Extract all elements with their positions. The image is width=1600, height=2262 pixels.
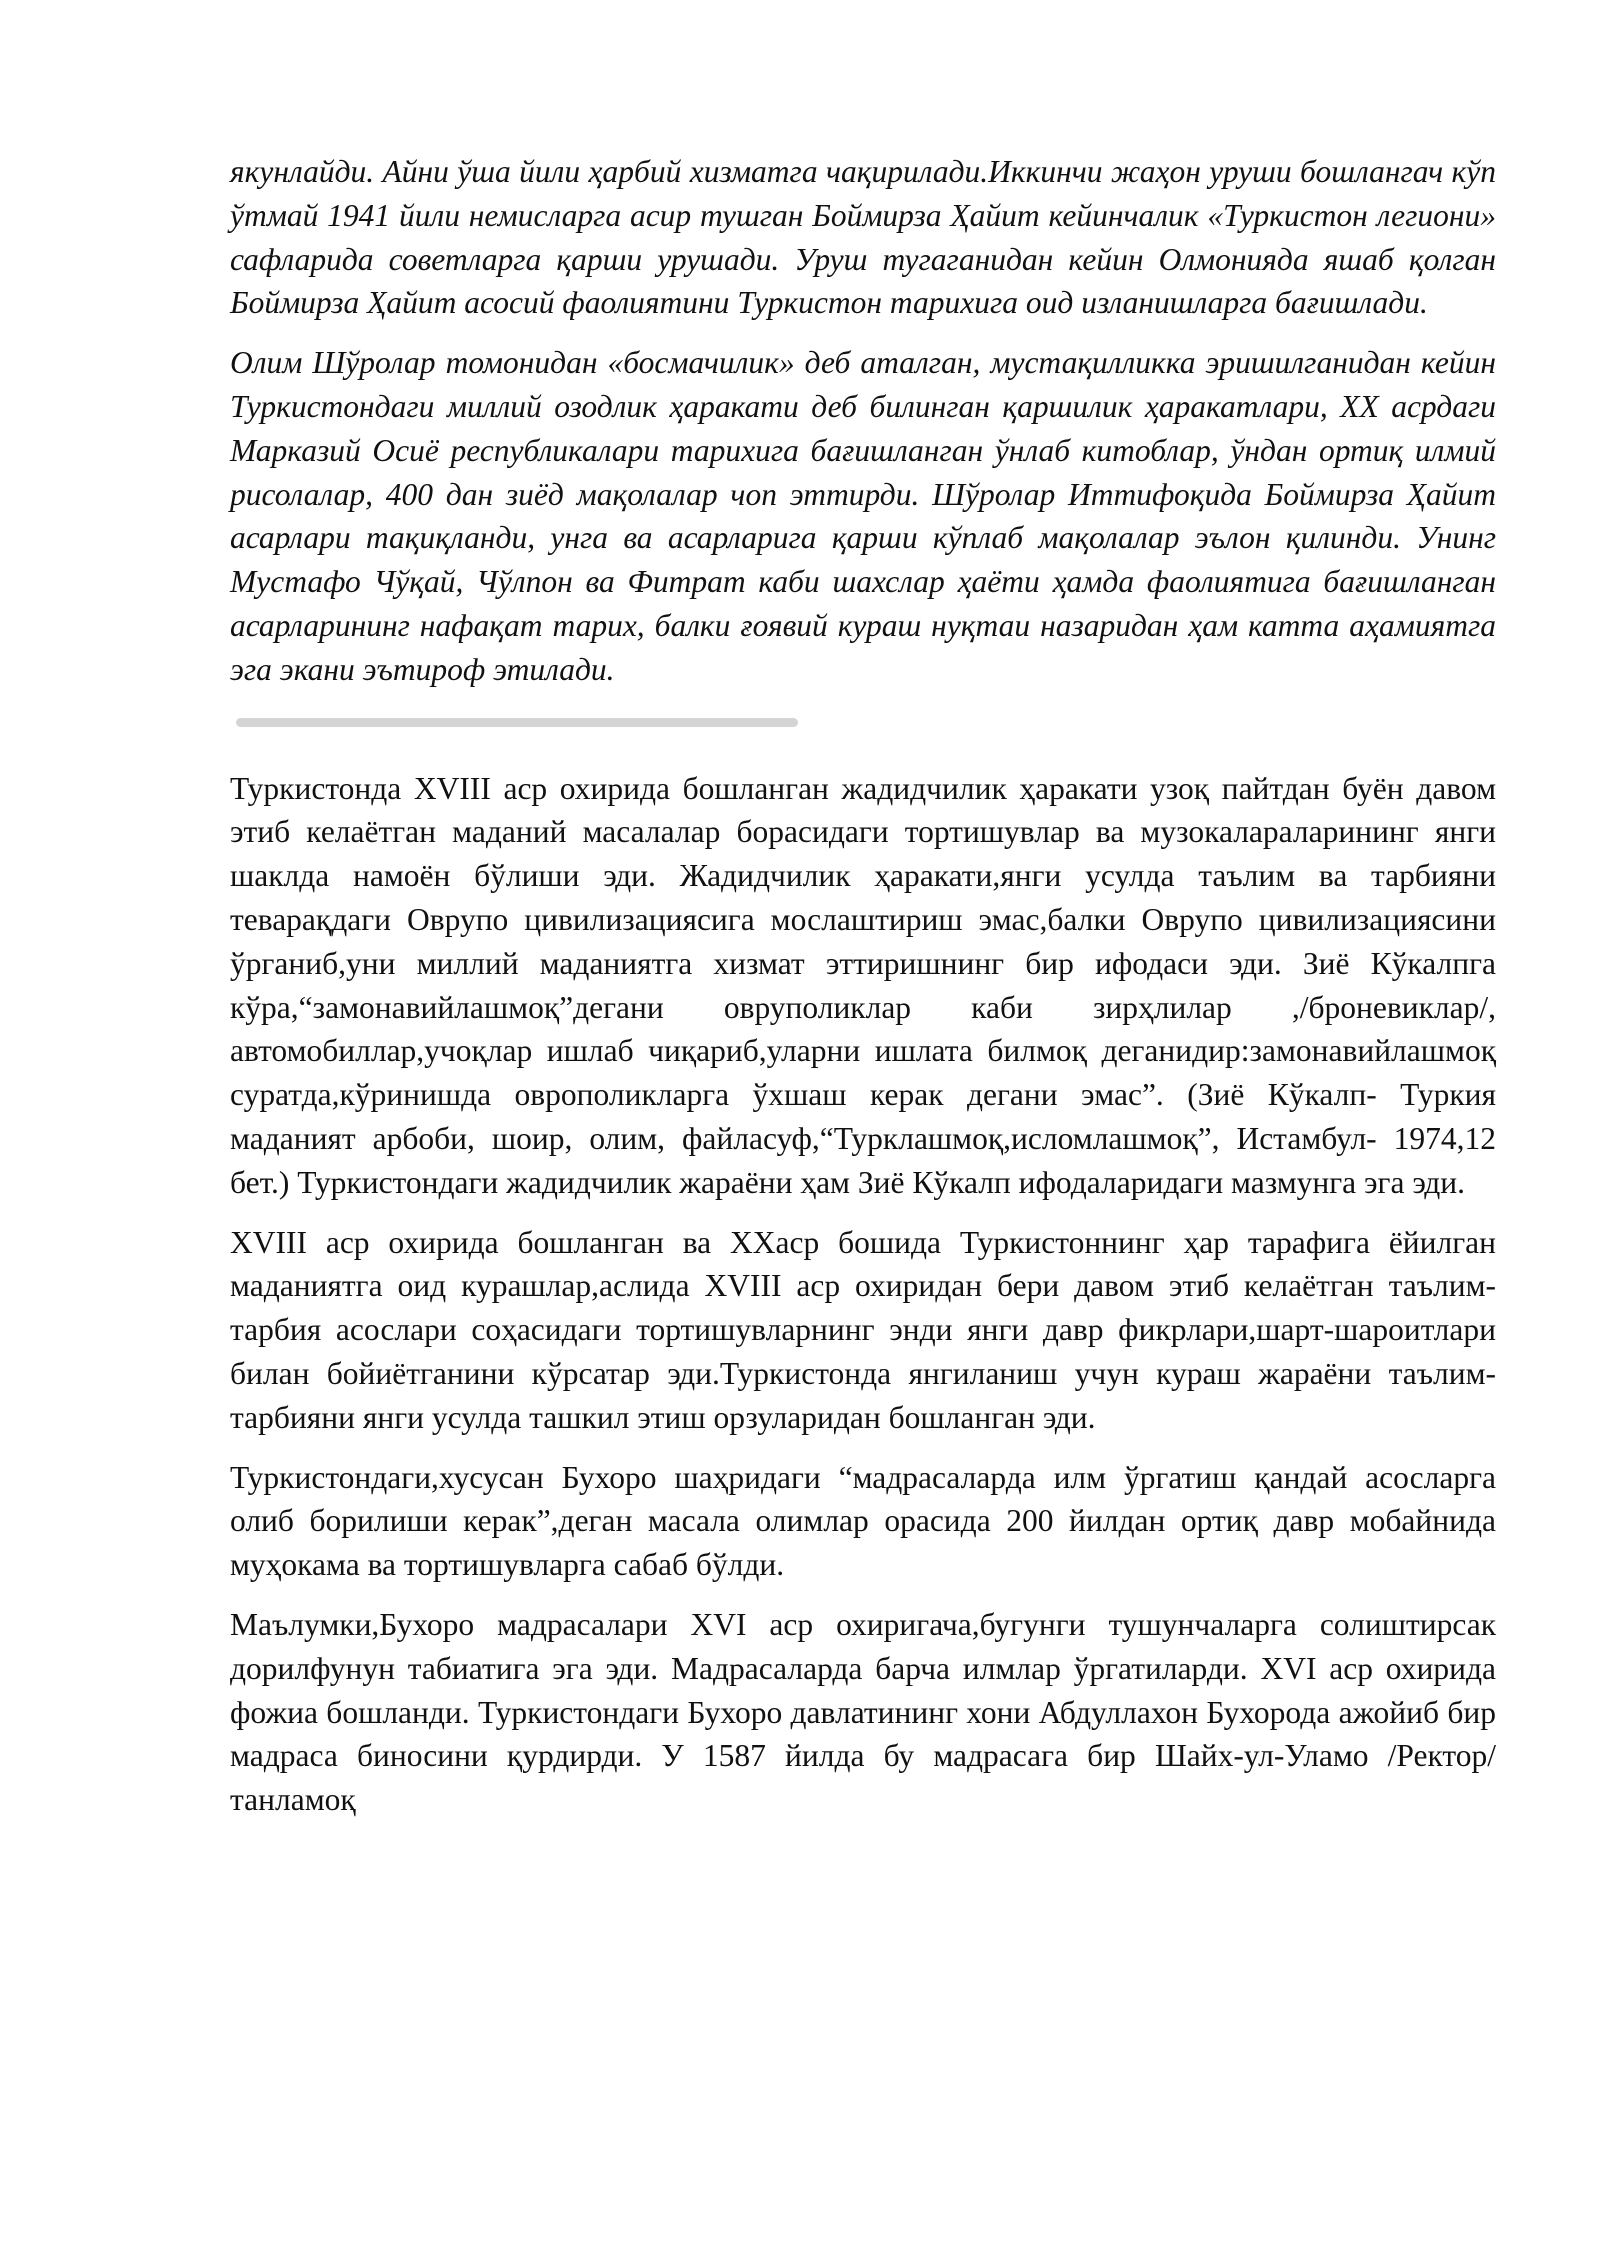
paragraph-1: Туркистонда XVIII аср охирида бошланган жадидчилик ҳаракати узоқ пайтдан буён давом этиб келаётган маданий масалалар борасидаги тортишувлар ва музокалараларининг янги шаклда намоён бўлиши эди. Жадидчилик ҳаракати,янги усулда таълим ва тарбияни теварақдаги Оврупо цивилизациясига мослаштириш эмас,балки Оврупо цивилизациясини ўрганиб,уни миллий маданиятга хизмат эттиришнинг бир ифодаси эди. Зиё Кўкалпга кўра,“замонавийлашмоқ”дегани овруполиклар каби зирҳлилар ,/броневиклар/, автомобиллар,учоқлар ишлаб чиқариб,уларни ишлата билмоқ деганидир:замонавийлашмоқ суратда,кўринишда оврополикларга ўхшаш керак дегани эмас”. (Зиё Кўкалп- Туркия маданият арбоби, шоир, олим, файласуф,“Турклашмоқ,исломлашмоқ”, Истамбул- 1974,12 бет.) Туркистондаги жадидчилик жараёни ҳам Зиё Кўкалп ифодаларидаги мазмунга эга эди.	[230, 770, 1496, 1200]
italic-paragraph-1: якунлайди. Айни ўша йили ҳарбий хизматга чақирилади.Иккинчи жаҳон уруши бошлангач кўп ўтмай 1941 йили немисларга асир тушган Боймирза Ҳайит кейинчалик «Туркистон легиони» сафларида советларга қарши урушади. Уруш тугаганидан кейин Олмонияда яшаб қолган Боймирза Ҳайит асосий фаолиятини Туркистон тарихига оид изланишларга бағишлади.	[230, 154, 1496, 321]
section-divider	[236, 718, 798, 727]
paragraph-4: Маълумки,Бухоро мадрасалари XVI аср охиригача,бугунги тушунчаларга солиштирсак дорилфунун табиатига эга эди. Мадрасаларда барча илмлар ўргатиларди. XVI аср охирида фожиа бошланди. Туркистондаги Бухоро давлатининг хони Абдуллахон Бухорода ажойиб бир мадраса биносини қурдирди. У 1587 йилда бу мадрасага бир Шайх-ул-Уламо /Ректор/ танламоқ	[230, 1606, 1496, 1818]
paragraph-3: Туркистондаги,хусусан Бухоро шаҳридаги “мадрасаларда илм ўргатиш қандай асосларга олиб борилиши керак”,деган масала олимлар орасида 200 йилдан ортиқ давр мобайнида муҳокама ва тортишувларга сабаб бўлди.	[230, 1459, 1496, 1583]
document-page	[230, 150, 1496, 1838]
paragraph-2: XVIII аср охирида бошланган ва XXаср бошида Туркистоннинг ҳар тарафига ёйилган маданиятга оид курашлар,аслида XVIII аср охиридан бери давом этиб келаётган таълим-тарбия асослари соҳасидаги тортишувларнинг энди янги давр фикрлари,шарт-шароитлари билан бойиётганини кўрсатар эди.Туркистонда янгиланиш учун кураш жараёни таълим-тарбияни янги усулда ташкил этиш орзуларидан бошланган эди.	[230, 1224, 1496, 1435]
italic-paragraph-2: Олим Шўролар томонидан «босмачилик» деб аталган, мустақилликка эришилганидан кейин Туркистондаги миллий озодлик ҳаракати деб билинган қаршилик ҳаракатлари, XX асрдаги Марказий Осиё республикалари тарихига бағишланган ўнлаб китоблар, ўндан ортиқ илмий рисолалар, 400 дан зиёд мақолалар чоп эттирди. Шўролар Иттифоқида Боймирза Ҳайит асарлари тақиқланди, унга ва асарларига қарши кўплаб мақолалар эълон қилинди. Унинг Мустафо Чўқай, Чўлпон ва Фитрат каби шахслар ҳаёти ҳамда фаолиятига бағишланган асарларининг нафақат тарих, балки ғоявий кураш нуқтаи назаридан ҳам катта аҳамиятга эга экани эътироф этилади.	[230, 345, 1496, 687]
